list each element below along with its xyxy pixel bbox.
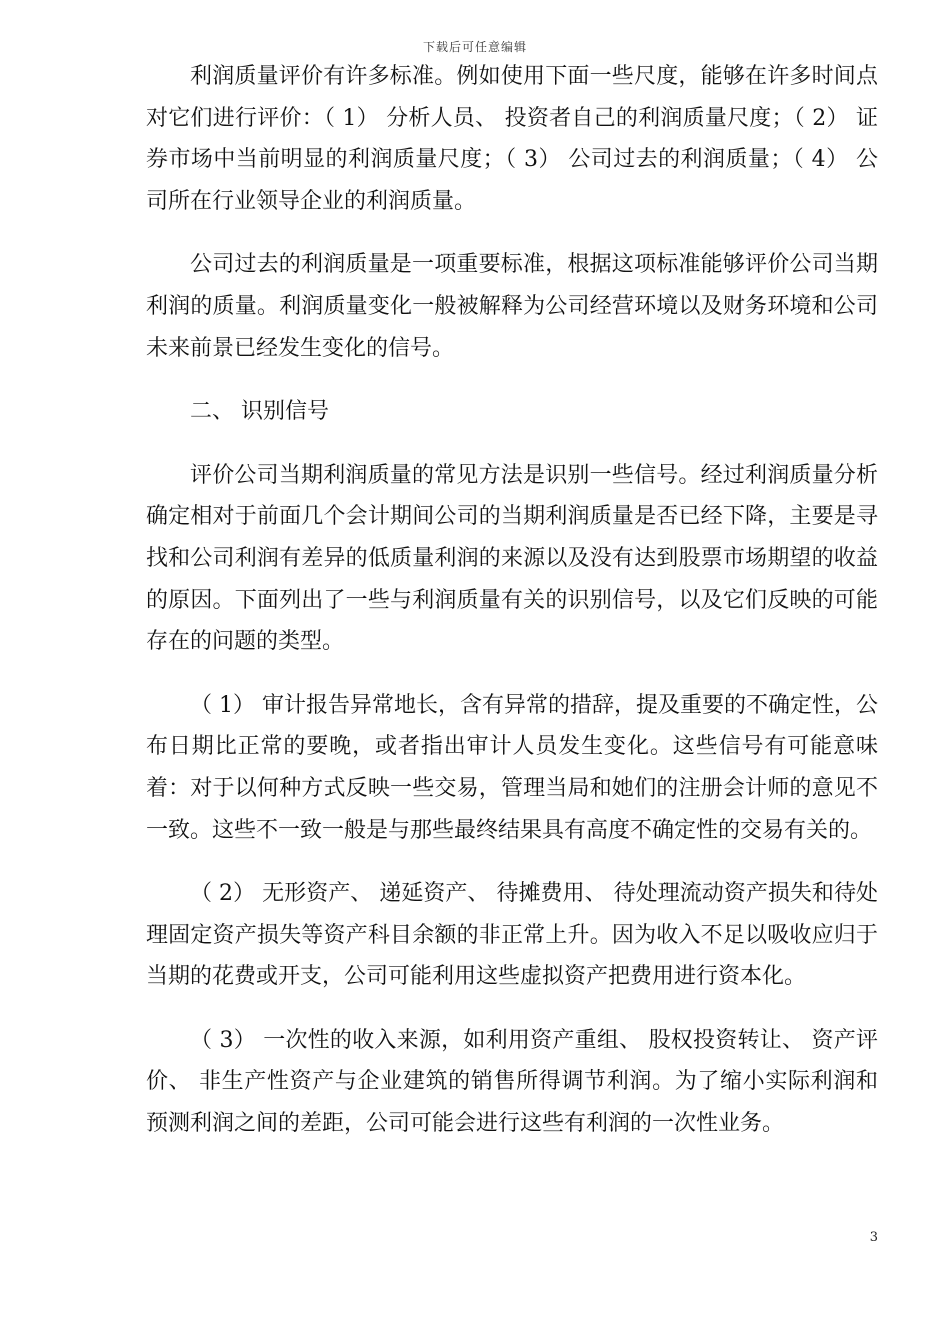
document-body (146, 56, 878, 1167)
page-header: 下载后可任意编辑 (422, 40, 527, 54)
page-number: 3 (869, 1230, 878, 1245)
paragraph-evaluation-standards: 利润质量评价有许多标准。例如使用下面一些尺度，能够在许多时间点对它们进行评价：（ 1） 分析人员、 投资者自己的利润质量尺度；（ 2） 证券市场中当前明显的利润质量尺度；（ 3） 公司过去的利润质量；（ 4） 公司所在行业领导企业的利润质量。 (146, 64, 878, 214)
paragraph-signal-1: （ 1） 审计报告异常地长，含有异常的措辞，提及重要的不确定性，公布日期比正常的要晚，或者指出审计人员发生变化。这些信号有可能意味着：对于以何种方式反映一些交易，管理当局和她们的注册会计师的意见不一致。这些不一致一般是与那些最终结果具有高度不确定性的交易有关的。 (146, 692, 878, 843)
paragraph-signal-3: （ 3） 一次性的收入来源，如利用资产重组、 股权投资转让、 资产评价、 非生产性资产与企业建筑的销售所得调节利润。为了缩小实际利润和预测利润之间的差距，公司可能会进行这些有利润的一次性业务。 (146, 1027, 878, 1137)
paragraph-signal-2: （ 2） 无形资产、 递延资产、 待摊费用、 待处理流动资产损失和待处理固定资产损失等资产科目余额的非正常上升。因为收入不足以吸收应归于当期的花费或开支，公司可能利用这些虚拟资产把费用进行资本化。 (146, 881, 878, 990)
paragraph-past-profit-quality: 公司过去的利润质量是一项重要标准，根据这项标准能够评价公司当期利润的质量。利润质量变化一般被解释为公司经营环境以及财务环境和公司未来前景已经发生变化的信号。 (146, 252, 878, 361)
section-heading-identify-signals: 二、 识别信号 (190, 399, 329, 425)
paragraph-common-method: 评价公司当期利润质量的常见方法是识别一些信号。经过利润质量分析确定相对于前面几个会计期间公司的当期利润质量是否已经下降，主要是寻找和公司利润有差异的低质量利润的来源以及没有达到股票市场期望的收益的原因。下面列出了一些与利润质量有关的识别信号，以及它们反映的可能存在的问题的类型。 (146, 462, 878, 655)
